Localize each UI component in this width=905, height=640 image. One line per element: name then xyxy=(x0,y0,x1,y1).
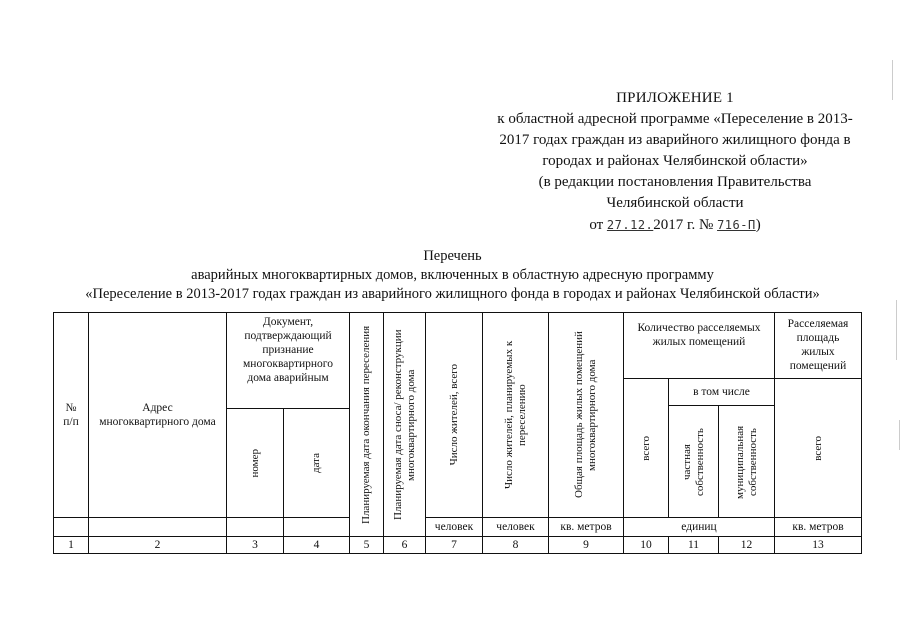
date-mid: 2017 г. № xyxy=(653,217,718,233)
date-prefix: от xyxy=(589,217,607,233)
header-total-area-label: Общая площадь жилых помещений многоквартирного дома xyxy=(573,331,598,499)
header-including: в том числе xyxy=(668,378,775,406)
title-line-1: Перечень xyxy=(423,248,482,264)
column-number: 4 xyxy=(283,536,350,554)
header-municipal-property-label: муниципальная собственность xyxy=(733,424,759,499)
resettlement-table xyxy=(53,312,862,562)
column-number: 10 xyxy=(623,536,669,554)
header-doc-date-label: дата xyxy=(310,452,322,474)
appendix-heading xyxy=(490,88,860,236)
column-number: 11 xyxy=(668,536,719,554)
header-area-total xyxy=(774,378,862,518)
appendix-line: к областной адресной программе «Переселение в 2013- xyxy=(497,111,853,127)
header-document-group: Документ, подтверждающий признание многоквартирного дома аварийным xyxy=(226,312,350,409)
appendix-date-line xyxy=(490,215,860,236)
header-total-area xyxy=(548,312,624,518)
appendix-line: Челябинской области xyxy=(606,195,744,211)
scan-artifact xyxy=(896,300,897,360)
date-suffix: ) xyxy=(755,217,761,233)
scan-artifact xyxy=(899,420,900,450)
header-area-total-label: всего xyxy=(811,435,824,461)
header-planned-demolition-label: Планируемая дата сноса/ реконструкции многоквартирного дома xyxy=(391,329,417,520)
column-number: 5 xyxy=(349,536,384,554)
unit-cell-empty xyxy=(226,517,284,537)
document-title xyxy=(0,247,905,304)
header-residents-total-label: Число жителей, всего xyxy=(447,364,460,466)
title-line-3: «Переселение в 2013-2017 годах граждан из аварийного жилищного фонда в городах и районах Челябинской области» xyxy=(85,286,820,302)
header-planned-resettlement-end xyxy=(349,312,384,537)
column-number: 6 xyxy=(383,536,426,554)
header-count-group: Количество расселяемых жилых помещений xyxy=(623,312,775,379)
column-number: 7 xyxy=(425,536,483,554)
appendix-line: городах и районах Челябинской области» xyxy=(542,153,808,169)
header-planned-resettlement-end-label: Планируемая дата окончания переселения xyxy=(360,325,372,524)
unit-residents-planned: человек xyxy=(482,517,549,537)
header-private-property-label: частная собственность xyxy=(680,427,706,496)
header-planned-demolition xyxy=(383,312,426,537)
header-doc-number xyxy=(226,408,284,518)
header-area-group: Расселяемая площадь жилых помещений xyxy=(774,312,862,379)
column-number: 12 xyxy=(718,536,775,554)
header-count-total-label: всего xyxy=(639,435,652,461)
unit-count: единиц xyxy=(623,517,775,537)
header-count-total xyxy=(623,378,669,518)
unit-area: кв. метров xyxy=(774,517,862,537)
header-doc-number-label: номер xyxy=(248,448,261,478)
handwritten-number: 716-П xyxy=(717,218,756,232)
header-residents-planned xyxy=(482,312,549,518)
column-number: 1 xyxy=(53,536,89,554)
scan-artifact xyxy=(892,60,893,100)
appendix-line: 2017 годах граждан из аварийного жилищного фонда в xyxy=(499,132,851,148)
handwritten-date: 27.12. xyxy=(606,218,654,232)
unit-residents-total: человек xyxy=(425,517,483,537)
appendix-title: ПРИЛОЖЕНИЕ 1 xyxy=(616,90,734,106)
header-number: № п/п xyxy=(53,312,89,518)
column-number: 8 xyxy=(482,536,549,554)
unit-cell-empty xyxy=(283,517,350,537)
unit-cell-empty xyxy=(53,517,89,537)
unit-cell-empty xyxy=(88,517,227,537)
column-number: 2 xyxy=(88,536,227,554)
unit-total-area: кв. метров xyxy=(548,517,624,537)
column-number: 9 xyxy=(548,536,624,554)
column-number: 13 xyxy=(774,536,862,554)
header-private-property xyxy=(668,405,719,518)
header-address: Адрес многоквартирного дома xyxy=(88,312,227,518)
header-residents-planned-label: Число жителей, планируемых к переселению xyxy=(502,340,528,490)
header-municipal-property xyxy=(718,405,775,518)
header-residents-total xyxy=(425,312,483,518)
title-line-2: аварийных многоквартирных домов, включенных в областную адресную программу xyxy=(191,267,714,283)
column-number: 3 xyxy=(226,536,284,554)
header-doc-date xyxy=(283,408,350,518)
appendix-line: (в редакции постановления Правительства xyxy=(538,174,812,190)
